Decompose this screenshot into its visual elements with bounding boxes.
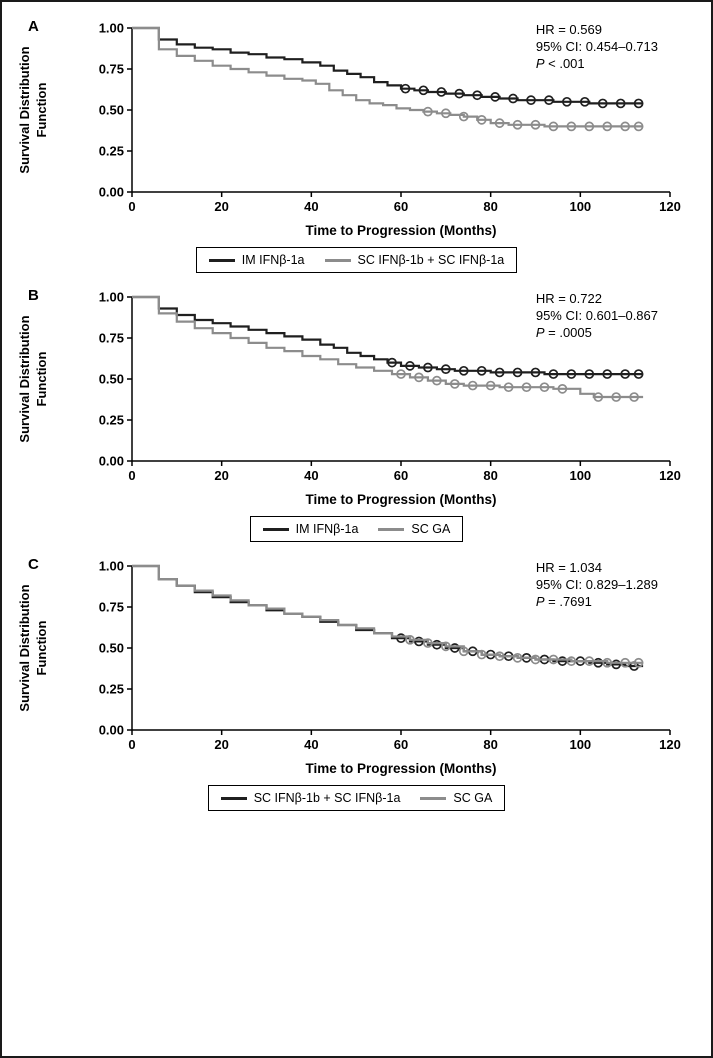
panel-b-ci-value: 95% CI: 0.601–0.867 [535,307,658,323]
panel-c-ci-value: 95% CI: 0.829–1.289 [535,576,658,592]
panel-a-ci-value: 95% CI: 0.454–0.713 [535,38,658,54]
legend-entry [221,791,401,805]
legend-line-sample-dark [209,259,235,262]
svg-text:40: 40 [304,468,319,483]
svg-text:80: 80 [483,468,498,483]
legend-entry [263,522,359,536]
svg-text:80: 80 [483,737,498,752]
panel-b-y-axis-label: Survival Distribution Function [17,315,49,443]
panel-b-letter: B [28,287,39,304]
svg-text:0.25: 0.25 [98,143,124,159]
panel-b-p-value: P = .0005 [535,324,592,340]
panel-a [2,16,711,273]
svg-text:20: 20 [214,199,229,214]
panel-a-legend-row [2,247,711,273]
legend-entry [420,791,492,805]
legend-label: SC IFNβ-1b + SC IFNβ-1a [357,253,505,267]
svg-text:60: 60 [393,468,409,483]
panel-a-p-value: P < .001 [535,55,585,71]
svg-text:0.00: 0.00 [98,722,124,738]
legend-label: IM IFNβ-1a [241,253,305,267]
panel-c-legend [208,785,506,811]
svg-text:40: 40 [304,737,319,752]
panel-c-plot-area [17,554,684,776]
legend-label: SC GA [453,791,493,805]
panel-b-legend-row [2,516,711,542]
svg-text:0.50: 0.50 [98,371,124,387]
svg-text:0.50: 0.50 [98,640,124,656]
svg-text:100: 100 [569,737,592,752]
panel-c-x-axis-label: Time to Progression (Months) [305,761,497,776]
legend-line-sample-gray [378,528,404,531]
panel-b [2,285,711,542]
svg-text:0.75: 0.75 [98,599,124,615]
panel-c-hr-value: HR = 1.034 [535,560,602,575]
svg-text:0: 0 [128,199,136,214]
svg-text:1.00: 1.00 [98,289,124,305]
legend-label: SC GA [411,522,451,536]
svg-text:0: 0 [128,468,136,483]
panel-b-plot-area [17,285,684,507]
panel-c-y-axis-label: Survival Distribution Function [17,584,49,712]
svg-text:60: 60 [393,737,409,752]
panel-b-stats-annotation [536,291,658,342]
panel-a-x-axis-label: Time to Progression (Months) [305,223,497,238]
svg-text:20: 20 [214,468,229,483]
legend-entry [378,522,450,536]
legend-entry [209,253,305,267]
svg-text:0.50: 0.50 [98,102,124,118]
legend-line-sample-gray [420,797,446,800]
panel-a-stats-annotation [536,22,658,73]
svg-text:0.00: 0.00 [98,184,124,200]
panel-a-plot-area [17,16,684,238]
panel-c [2,554,711,811]
panel-c-p-value: P = .7691 [535,593,592,609]
panel-a-letter: A [28,18,39,35]
legend-line-sample-dark [221,797,247,800]
svg-text:1.00: 1.00 [98,558,124,574]
svg-text:0.25: 0.25 [98,412,124,428]
legend-label: IM IFNβ-1a [295,522,359,536]
panel-a-hr-value: HR = 0.569 [535,22,602,37]
legend-label: SC IFNβ-1b + SC IFNβ-1a [253,791,401,805]
svg-text:100: 100 [569,199,592,214]
panel-a-legend [196,247,517,273]
svg-text:0.00: 0.00 [98,453,124,469]
svg-text:60: 60 [393,199,409,214]
svg-text:120: 120 [659,468,681,483]
panel-b-x-axis-label: Time to Progression (Months) [305,492,497,507]
svg-text:0.25: 0.25 [98,681,124,697]
panel-c-letter: C [28,556,39,573]
panel-b-legend [250,516,464,542]
svg-text:40: 40 [304,199,319,214]
panel-b-hr-value: HR = 0.722 [535,291,602,306]
legend-line-sample-dark [263,528,289,531]
panel-c-stats-annotation [536,560,658,611]
svg-text:120: 120 [659,199,681,214]
svg-text:100: 100 [569,468,592,483]
legend-entry [325,253,505,267]
svg-text:20: 20 [214,737,229,752]
svg-text:80: 80 [483,199,498,214]
svg-text:0.75: 0.75 [98,61,124,77]
svg-text:1.00: 1.00 [98,20,124,36]
legend-line-sample-gray [325,259,351,262]
panel-a-y-axis-label: Survival Distribution Function [17,46,49,174]
svg-text:0: 0 [128,737,136,752]
svg-text:120: 120 [659,737,681,752]
svg-text:0.75: 0.75 [98,330,124,346]
panel-c-legend-row [2,785,711,811]
